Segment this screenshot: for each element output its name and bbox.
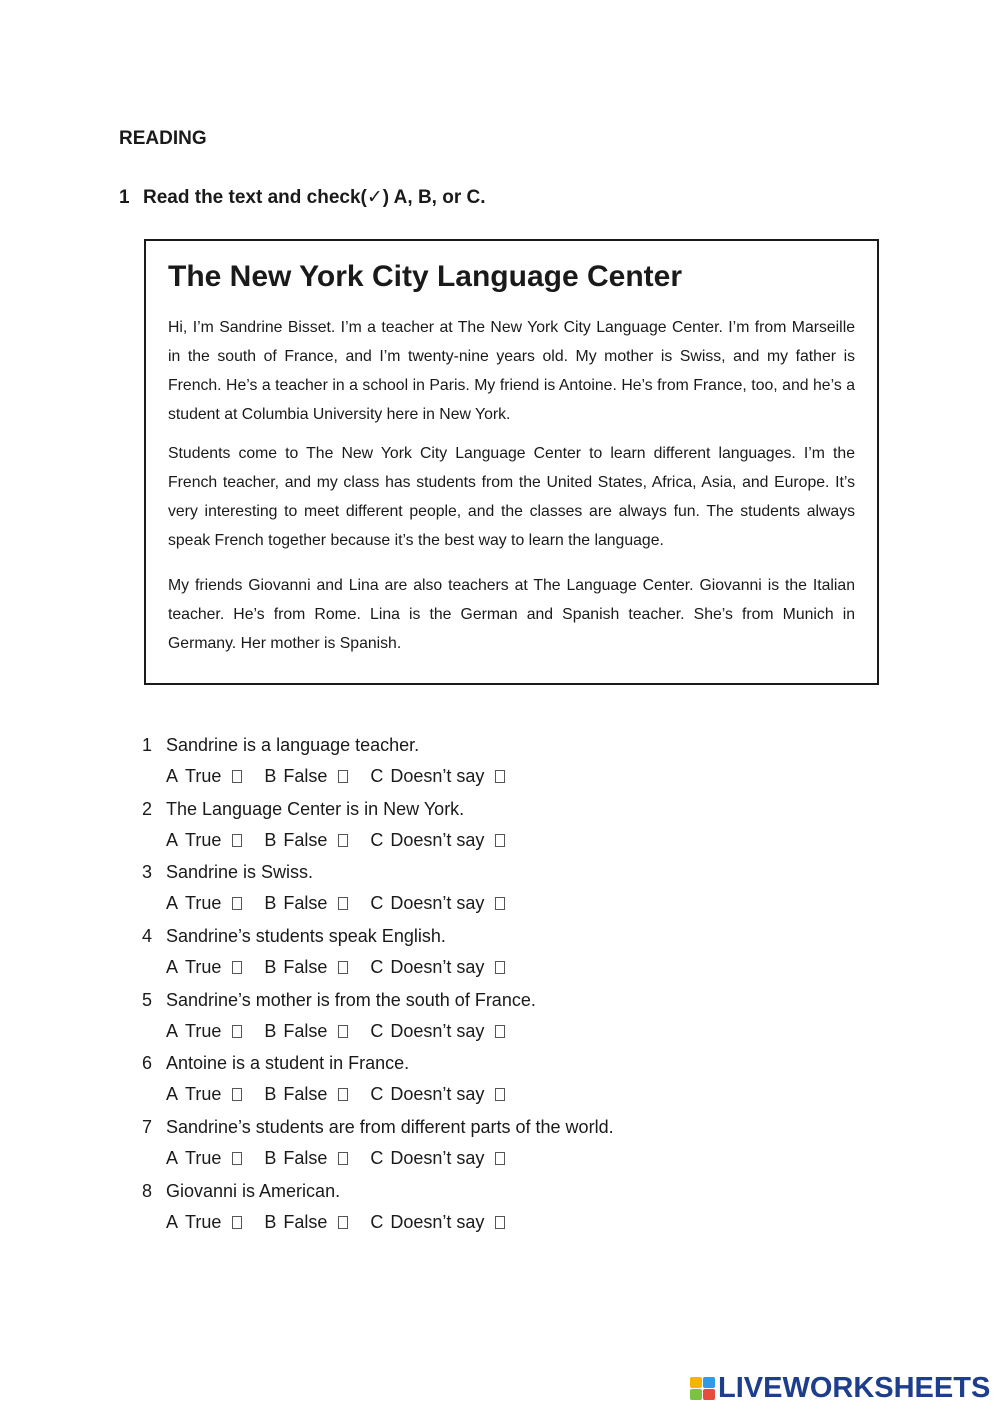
answer-options bbox=[142, 1206, 842, 1239]
question-line bbox=[142, 985, 842, 1015]
option-label: True bbox=[185, 766, 222, 786]
question-text: Sandrine’s students are from different parts of the world. bbox=[166, 1117, 614, 1138]
option-label: Doesn’t say bbox=[390, 829, 485, 850]
answer-option[interactable] bbox=[264, 1015, 348, 1048]
question-item bbox=[142, 794, 842, 858]
answer-option[interactable] bbox=[264, 1078, 348, 1111]
answer-checkbox[interactable] bbox=[495, 1025, 505, 1038]
answer-option[interactable] bbox=[264, 760, 348, 793]
option-label: True bbox=[185, 829, 222, 850]
question-number: 5 bbox=[142, 989, 153, 1010]
answer-option[interactable] bbox=[370, 1206, 505, 1239]
answer-option[interactable] bbox=[370, 1142, 505, 1175]
reading-paragraph-2: Students come to The New York City Language Center to learn different languages. I’m the French teacher, and my class has students from the United States, Africa, Asia, and Europe. It’s very interesting to meet different people, and the classes are always fun. The students always speak French together because it’s the best way to learn the language. bbox=[168, 445, 855, 549]
answer-checkbox[interactable] bbox=[338, 1216, 348, 1229]
question-number: 2 bbox=[142, 798, 153, 819]
question-number: 7 bbox=[142, 1117, 153, 1138]
answer-checkbox[interactable] bbox=[338, 1025, 348, 1038]
answer-option[interactable] bbox=[370, 887, 505, 920]
question-line bbox=[142, 1048, 842, 1078]
question-number: 8 bbox=[142, 1180, 153, 1201]
answer-checkbox[interactable] bbox=[338, 897, 348, 910]
option-letter: C bbox=[370, 893, 384, 914]
answer-checkbox[interactable] bbox=[232, 897, 242, 910]
answer-checkbox[interactable] bbox=[232, 1216, 242, 1229]
answer-option[interactable] bbox=[166, 1015, 242, 1048]
option-label: Doesn’t say bbox=[390, 1148, 485, 1169]
answer-checkbox[interactable] bbox=[232, 834, 242, 847]
question-line bbox=[142, 1112, 842, 1142]
option-label: Doesn’t say bbox=[390, 766, 485, 786]
answer-option[interactable] bbox=[264, 1206, 348, 1239]
option-letter: A bbox=[166, 1211, 179, 1232]
option-label: False bbox=[283, 766, 328, 786]
option-label: False bbox=[283, 1084, 328, 1105]
question-item bbox=[142, 921, 842, 985]
question-item bbox=[142, 1176, 842, 1240]
option-label: True bbox=[185, 1211, 222, 1232]
answer-option[interactable] bbox=[370, 824, 505, 857]
reading-paragraph-1: Hi, I’m Sandrine Bisset. I’m a teacher at The New York City Language Center. I’m from Marseille in the south of France, and I’m twenty-nine years old. My mother is Swiss, and my father is French. He’s a teacher in a school in Paris. My friend is Antoine. He’s from France, too, and he’s a student at Columbia University here in New York. bbox=[168, 319, 855, 423]
answer-option[interactable] bbox=[264, 824, 348, 857]
logo-mark-square bbox=[690, 1389, 702, 1400]
answer-options bbox=[142, 760, 842, 793]
answer-option[interactable] bbox=[370, 760, 505, 793]
option-label: Doesn’t say bbox=[390, 893, 485, 914]
logo-mark-square bbox=[703, 1377, 715, 1388]
answer-options bbox=[142, 1078, 842, 1111]
reading-title: The New York City Language Center bbox=[168, 260, 682, 293]
question-item bbox=[142, 730, 842, 794]
question-text: Sandrine’s mother is from the south of France. bbox=[166, 989, 536, 1010]
option-letter: C bbox=[370, 829, 384, 850]
option-letter: B bbox=[264, 893, 277, 914]
answer-checkbox[interactable] bbox=[232, 1025, 242, 1038]
option-letter: A bbox=[166, 1084, 179, 1105]
option-letter: A bbox=[166, 1020, 179, 1041]
option-label: Doesn’t say bbox=[390, 1084, 485, 1105]
option-letter: A bbox=[166, 766, 179, 786]
option-label: True bbox=[185, 957, 222, 978]
option-letter: C bbox=[370, 1148, 384, 1169]
question-item bbox=[142, 1048, 842, 1112]
question-number: 1 bbox=[142, 735, 153, 755]
answer-checkbox[interactable] bbox=[232, 961, 242, 974]
option-letter: B bbox=[264, 1084, 277, 1105]
option-letter: B bbox=[264, 1148, 277, 1169]
reading-text-box bbox=[144, 239, 879, 685]
answer-checkbox[interactable] bbox=[232, 1088, 242, 1101]
question-line bbox=[142, 794, 842, 824]
answer-checkbox[interactable] bbox=[338, 961, 348, 974]
section-heading: READING bbox=[119, 128, 207, 149]
exercise-number: 1 bbox=[119, 187, 130, 208]
option-letter: C bbox=[370, 1084, 384, 1105]
question-text: Sandrine’s students speak English. bbox=[166, 926, 446, 947]
answer-options bbox=[142, 824, 842, 857]
question-line bbox=[142, 857, 842, 887]
option-letter: B bbox=[264, 957, 277, 978]
answer-option[interactable] bbox=[370, 1078, 505, 1111]
answer-option[interactable] bbox=[166, 1078, 242, 1111]
logo-mark-square bbox=[703, 1389, 715, 1400]
option-letter: C bbox=[370, 1020, 384, 1041]
answer-options bbox=[142, 887, 842, 920]
answer-checkbox[interactable] bbox=[232, 1152, 242, 1165]
option-label: False bbox=[283, 1020, 328, 1041]
question-line bbox=[142, 921, 842, 951]
option-letter: B bbox=[264, 829, 277, 850]
answer-option[interactable] bbox=[370, 1015, 505, 1048]
question-text: Giovanni is American. bbox=[166, 1180, 341, 1201]
answer-option[interactable] bbox=[264, 887, 348, 920]
option-label: True bbox=[185, 1020, 222, 1041]
answer-checkbox[interactable] bbox=[495, 897, 505, 910]
answer-checkbox[interactable] bbox=[495, 1216, 505, 1229]
option-label: Doesn’t say bbox=[390, 1211, 485, 1232]
question-text: Antoine is a student in France. bbox=[166, 1053, 410, 1074]
answer-checkbox[interactable] bbox=[495, 961, 505, 974]
answer-checkbox[interactable] bbox=[495, 770, 505, 783]
exercise-instruction bbox=[119, 186, 486, 209]
question-item bbox=[142, 985, 842, 1049]
logo-text: LIVEWORKSHEETS bbox=[718, 1371, 991, 1404]
question-number: 3 bbox=[142, 862, 153, 883]
option-label: True bbox=[185, 1084, 222, 1105]
answer-checkbox[interactable] bbox=[338, 1152, 348, 1165]
answer-option[interactable] bbox=[264, 1142, 348, 1175]
option-letter: A bbox=[166, 829, 179, 850]
option-letter: B bbox=[264, 766, 277, 786]
answer-checkbox[interactable] bbox=[232, 770, 242, 783]
option-letter: A bbox=[166, 957, 179, 978]
option-letter: C bbox=[370, 1211, 384, 1232]
answer-options bbox=[142, 1142, 842, 1175]
answer-option[interactable] bbox=[370, 951, 505, 984]
option-letter: C bbox=[370, 957, 384, 978]
logo-mark-square bbox=[690, 1377, 702, 1388]
option-label: False bbox=[283, 957, 328, 978]
option-label: False bbox=[283, 893, 328, 914]
question-text: Sandrine is a language teacher. bbox=[166, 735, 420, 755]
answer-options bbox=[142, 951, 842, 984]
option-label: Doesn’t say bbox=[390, 1020, 485, 1041]
answer-option[interactable] bbox=[166, 760, 242, 793]
answer-option[interactable] bbox=[166, 824, 242, 857]
option-label: Doesn’t say bbox=[390, 957, 485, 978]
answer-checkbox[interactable] bbox=[338, 770, 348, 783]
question-list bbox=[142, 730, 842, 1240]
option-letter: C bbox=[370, 766, 384, 786]
answer-option[interactable] bbox=[166, 887, 242, 920]
question-item bbox=[142, 1112, 842, 1176]
option-letter: B bbox=[264, 1020, 277, 1041]
answer-checkbox[interactable] bbox=[495, 1088, 505, 1101]
answer-option[interactable] bbox=[166, 1206, 242, 1239]
reading-paragraph-3: My friends Giovanni and Lina are also teachers at The Language Center. Giovanni is the Italian teacher. He’s from Rome. Lina is the German and Spanish teacher. She’s from Munich in Germany. Her mother is Spanish. bbox=[168, 577, 855, 652]
question-number: 4 bbox=[142, 926, 153, 947]
answer-options bbox=[142, 1015, 842, 1048]
logo-mark-icon bbox=[690, 1377, 715, 1400]
answer-option[interactable] bbox=[166, 1142, 242, 1175]
option-letter: A bbox=[166, 893, 179, 914]
question-line bbox=[142, 1176, 842, 1206]
answer-checkbox[interactable] bbox=[338, 1088, 348, 1101]
answer-checkbox[interactable] bbox=[495, 834, 505, 847]
question-line bbox=[142, 730, 842, 760]
option-label: True bbox=[185, 1148, 222, 1169]
option-letter: A bbox=[166, 1148, 179, 1169]
question-text: The Language Center is in New York. bbox=[166, 798, 465, 819]
question-number: 6 bbox=[142, 1053, 153, 1074]
answer-checkbox[interactable] bbox=[495, 1152, 505, 1165]
question-item bbox=[142, 857, 842, 921]
answer-option[interactable] bbox=[166, 951, 242, 984]
option-label: True bbox=[185, 893, 222, 914]
option-label: False bbox=[283, 1211, 328, 1232]
answer-option[interactable] bbox=[264, 951, 348, 984]
option-label: False bbox=[283, 1148, 328, 1169]
question-text: Sandrine is Swiss. bbox=[166, 862, 314, 883]
option-letter: B bbox=[264, 1211, 277, 1232]
answer-checkbox[interactable] bbox=[338, 834, 348, 847]
exercise-instruction-text: Read the text and check(✓) A, B, or C. bbox=[143, 187, 486, 208]
liveworksheets-logo bbox=[690, 1371, 990, 1405]
option-label: False bbox=[283, 829, 328, 850]
